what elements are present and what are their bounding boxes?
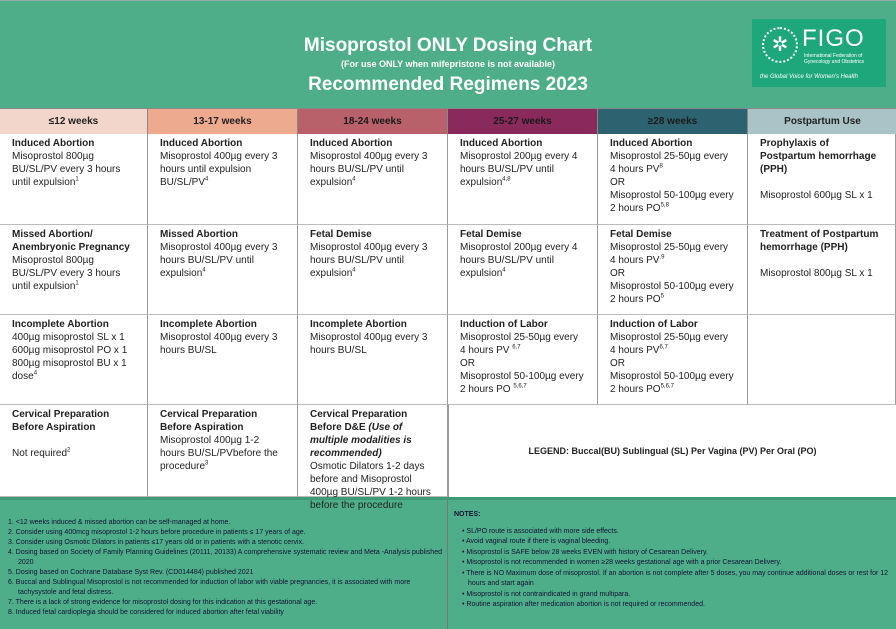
table-cell — [0, 405, 148, 497]
cell-text-body: Misoprostol 800µg SL x 1 — [760, 268, 873, 279]
cell-text — [160, 434, 285, 473]
footnote-ref: 5,6,7 — [660, 383, 674, 390]
footnote-item: 3. Consider using Osmotic Dilators in patients ≤17 years old or in patients with a stenotic cervix. — [8, 539, 305, 546]
page-subtitle: (For use ONLY when mifepristone is not available) — [340, 59, 556, 69]
table-cell — [298, 134, 448, 225]
cell-text-body: 600µg misoprostol PO x 1 — [12, 345, 128, 356]
cell-text — [610, 331, 735, 357]
cell-title — [160, 228, 285, 241]
footnote-ref: 5,6,7 — [513, 383, 527, 390]
cell-title — [160, 318, 285, 331]
table-cell — [448, 134, 598, 225]
figo-emblem-icon: ✲ — [762, 27, 798, 63]
cell-title-line: Induction of Labor — [460, 319, 548, 330]
cell-title-line: Fetal Demise — [310, 229, 372, 240]
footnote-ref: 5 — [660, 293, 664, 300]
cell-title-line: Incomplete Abortion — [12, 319, 109, 330]
cell-text-body: Misoprostol 400µg every 3 hours BU/SL/PV until expulsion — [310, 242, 428, 279]
figo-logo — [752, 19, 886, 87]
table-cell — [748, 225, 896, 315]
cell-text-body: Misoprostol 400µg every 3 hours BU/SL — [160, 332, 278, 356]
cell-text — [12, 150, 135, 189]
table-cell — [298, 315, 448, 405]
cell-title — [610, 137, 735, 150]
footnote-item: 6. Buccal and Sublingual Misoprostol is not recommended for induction of labor with viable pregnancies, it is associated with more tachysystole and fetal distress. — [8, 579, 411, 596]
cell-title — [310, 228, 435, 241]
cell-text-body: OR — [610, 358, 625, 369]
cell-text-body: Misoprostol 800µg BU/SL/PV every 3 hours until expulsion — [12, 151, 121, 188]
footnote-ref: 4 — [352, 176, 356, 183]
footnote-item: 5. Dosing based on Cochrane Database Syst Rev. (CD014484) published 2021 — [8, 569, 254, 576]
cell-text-body: Misoprostol 400µg every 3 hours BU/SL/PV until expulsion — [310, 151, 428, 188]
cell-title-line: Fetal Demise — [610, 229, 672, 240]
cell-title-line: Incomplete Abortion — [310, 319, 407, 330]
column-header: 13-17 weeks — [148, 109, 298, 134]
cell-text — [610, 189, 735, 215]
cell-title — [160, 137, 285, 150]
footnote-ref: 4 — [502, 267, 506, 274]
cell-title-line: Induction of Labor — [610, 319, 698, 330]
cell-title — [610, 228, 735, 241]
cell-text-body: Misoprostol 50-100µg every 2 hours PO — [610, 371, 734, 395]
route-legend: LEGEND: Buccal(BU) Sublingual (SL) Per Vagina (PV) Per Oral (PO) — [448, 405, 896, 497]
footnote-ref: 4,8 — [502, 176, 511, 183]
footnote-ref: 4 — [352, 267, 356, 274]
cell-title — [12, 228, 135, 254]
cell-text — [12, 331, 135, 344]
cell-title-line: Cervical Preparation Before Aspiration — [12, 409, 110, 433]
note-item: • Misoprostol is not contraindicated in grand multipara. — [460, 590, 890, 601]
cell-text — [610, 357, 735, 370]
footnote-ref: 1 — [75, 280, 79, 287]
cell-title — [460, 228, 585, 241]
cell-text — [610, 176, 735, 189]
cell-title-line: Treatment of Postpartum hemorrhage (PPH) — [760, 229, 879, 253]
table-cell — [598, 225, 748, 315]
cell-text-body: OR — [610, 177, 625, 188]
footnote-item: 1. <12 weeks induced & missed abortion can be self-managed at home. — [8, 519, 231, 526]
column-headers — [0, 108, 896, 134]
cell-text — [310, 241, 435, 280]
table-cell — [748, 315, 896, 405]
header — [0, 0, 896, 108]
cell-title-line: Fetal Demise — [460, 229, 522, 240]
footnote-ref: 1 — [75, 176, 79, 183]
cell-title — [12, 318, 135, 331]
cell-text — [160, 241, 285, 280]
cell-text — [310, 150, 435, 189]
cell-title-line: Induced Abortion — [460, 138, 543, 149]
cell-text-body: 800µg misoprostol BU x 1 dose — [12, 358, 127, 382]
cell-text — [760, 189, 883, 202]
footnote-item: 7. There is a lack of strong evidence for misoprostol dosing for this indication at this gestational age. — [8, 599, 318, 606]
cell-text-body: Misoprostol 400µg 1-2 hours BU/SL/PVbefore the procedure — [160, 435, 278, 472]
logo-org: International Federation of Gynecology and Obstetrics — [804, 53, 865, 65]
column-header: ≤12 weeks — [0, 109, 148, 134]
cell-text-body: Not required — [12, 448, 68, 459]
cell-text-body: Misoprostol 25-50µg every 4 hours PV — [610, 242, 729, 266]
cell-text — [12, 254, 135, 293]
footnote-item: 4. Dosing based on Society of Family Planning Guidelines (20111, 20133) A comprehensive systematic review and Meta -Analysis published 2020 — [8, 549, 442, 566]
footnote-ref: 5,8 — [660, 202, 669, 209]
cell-text — [610, 370, 735, 396]
cell-title — [12, 137, 135, 150]
page-title: Misoprostol ONLY Dosing Chart — [303, 35, 593, 56]
footnote-ref: 2 — [67, 447, 71, 454]
footnote-ref: 4 — [33, 370, 38, 377]
cell-text-body: Misoprostol 400µg every 3 hours BU/SL/PV until expulsion — [160, 242, 278, 279]
table-cell — [0, 225, 148, 315]
cell-text — [460, 241, 585, 280]
table-cell — [748, 134, 896, 225]
table-cell — [298, 225, 448, 315]
cell-text — [12, 344, 135, 357]
cell-title — [760, 228, 883, 254]
cell-title — [460, 137, 585, 150]
cell-text — [310, 331, 435, 357]
cell-title — [160, 408, 285, 434]
table-cell — [0, 315, 148, 405]
cell-title-line: Induced Abortion — [12, 138, 95, 149]
cell-text — [12, 447, 135, 460]
cell-text-body: Misoprostol 200µg every 4 hours BU/SL/PV until expulsion — [460, 242, 578, 279]
footnote-ref: 4 — [202, 267, 206, 274]
column-header: 18-24 weeks — [298, 109, 448, 134]
column-header: ≥28 weeks — [598, 109, 748, 134]
footnote-ref: 3 — [205, 460, 209, 467]
cell-title-note: (Use of multiple modalities is recommended) — [310, 422, 412, 459]
cell-text-body: Misoprostol 25-50µg every 4 hours PV — [610, 151, 729, 175]
spacer — [760, 176, 883, 189]
note-item: • SL/PO route is associated with more side effects. — [460, 527, 890, 538]
cell-title-line: Missed Abortion/ — [12, 229, 93, 240]
logo-name: FIGO — [802, 25, 865, 52]
cell-title — [760, 137, 883, 176]
table-cell — [598, 315, 748, 405]
footnote-ref: 6,7 — [659, 344, 668, 351]
cell-text-body: Misoprostol 50-100µg every 2 hours PO — [610, 190, 734, 214]
cell-text — [460, 331, 585, 357]
table-cell — [148, 134, 298, 225]
table-cell — [448, 315, 598, 405]
footnote-ref: .9 — [659, 254, 665, 261]
cell-text — [160, 150, 285, 189]
table-cell — [0, 134, 148, 225]
cell-title — [310, 318, 435, 331]
cell-text — [160, 331, 285, 357]
cell-title-line: Incomplete Abortion — [160, 319, 257, 330]
footnote-ref: 6,7 — [512, 344, 521, 351]
cell-title — [610, 318, 735, 331]
cell-text — [760, 267, 883, 280]
cell-text — [610, 241, 735, 267]
table-cell — [148, 315, 298, 405]
cell-text-body: Misoprostol 50-100µg every 2 hours PO — [610, 281, 734, 305]
cell-text-body: Misoprostol 400µg every 3 hours until expulsion BU/SL/PV — [160, 151, 278, 188]
cell-text-body: Misoprostol 200µg every 4 hours BU/SL/PV until expulsion — [460, 151, 578, 188]
cell-text-body: 400µg misoprostol SL x 1 — [12, 332, 125, 343]
notes-heading: NOTES: — [454, 511, 481, 518]
spacer — [760, 254, 883, 267]
notes-list — [454, 527, 890, 611]
cell-title-line: Cervical Preparation Before D&E — [310, 409, 408, 433]
cell-text-body: Osmotic Dilators 1-2 days before and Misoprostol 400µg BU/SL/PV 1-2 hours before the procedure — [310, 461, 431, 511]
cell-title — [310, 137, 435, 150]
cell-title-line: Before Aspiration — [160, 422, 244, 433]
cell-text-body: Misoprostol 400µg every 3 hours BU/SL — [310, 332, 428, 356]
cell-title-line: Induced Abortion — [310, 138, 393, 149]
cell-text — [460, 370, 585, 396]
footnote-item: 8. Induced fetal cardioplegia should be considered for induced abortion after fetal viability — [8, 609, 284, 616]
footnotes — [0, 497, 448, 629]
cell-title-line: Induced Abortion — [160, 138, 243, 149]
logo-tagline: the Global Voice for Women's Health — [760, 74, 858, 80]
cell-title-line: Cervical Preparation — [160, 409, 258, 420]
cell-text-body: Misoprostol 25-50µg every 4 hours PV — [610, 332, 729, 356]
cell-title-line: Induced Abortion — [610, 138, 693, 149]
cell-text — [460, 150, 585, 189]
cell-text — [610, 150, 735, 176]
table-cell — [448, 225, 598, 315]
cell-title-line: Prophylaxis of Postpartum hemorrhage (PPH) — [760, 138, 877, 175]
spacer — [12, 434, 135, 447]
cell-text — [12, 357, 135, 383]
footnote-item: 2. Consider using 400mcg misoprostol 1-2 hours before procedure in patients ≤ 17 years of age. — [8, 529, 306, 536]
dosing-table — [0, 134, 896, 511]
cell-text — [610, 267, 735, 280]
footnote-ref: 4 — [205, 176, 209, 183]
note-item: • Misoprostol is not recommended in women ≥28 weeks gestational age with a prior Cesarean Delivery. — [460, 558, 890, 569]
table-cell — [598, 134, 748, 225]
table-cell — [148, 405, 298, 497]
cell-text-body: OR — [610, 268, 625, 279]
column-header: Postpartum Use — [748, 109, 896, 134]
note-item: • Avoid vaginal route if there is vaginal bleeding. — [460, 537, 890, 548]
note-item: • There is NO Maximum dose of misoprostol. If an abortion is not complete after 5 doses, you may continue additional doses or rest for 12 hours and start again — [460, 569, 890, 590]
cell-title-line: Missed Abortion — [160, 229, 238, 240]
table-cell — [148, 225, 298, 315]
footnote-ref: 8 — [659, 163, 663, 170]
cell-text-body: Misoprostol 50-100µg every 2 hours PO — [460, 371, 584, 395]
note-item: • Routine aspiration after medication abortion is not required or recommended. — [460, 600, 890, 611]
note-item: • Misoprostol is SAFE below 28 weeks EVEN with history of Cesarean Delivery. — [460, 548, 890, 559]
cell-text-body: Misoprostol 600µg SL x 1 — [760, 190, 873, 201]
column-header: 25-27 weeks — [448, 109, 598, 134]
cell-title — [310, 408, 435, 460]
cell-text-body: Misoprostol 800µg BU/SL/PV every 3 hours until expulsion — [12, 255, 121, 292]
cell-text — [460, 357, 585, 370]
cell-title — [460, 318, 585, 331]
cell-title — [12, 408, 135, 434]
cell-text — [610, 280, 735, 306]
cell-text-body: OR — [460, 358, 475, 369]
cell-text-body: Misoprostol 25-50µg every 4 hours PV — [460, 332, 579, 356]
cell-title-line: Anembryonic Pregnancy — [12, 242, 130, 253]
table-cell — [298, 405, 448, 511]
page-title-secondary: Recommended Regimens 2023 — [308, 74, 588, 95]
notes — [448, 497, 896, 629]
